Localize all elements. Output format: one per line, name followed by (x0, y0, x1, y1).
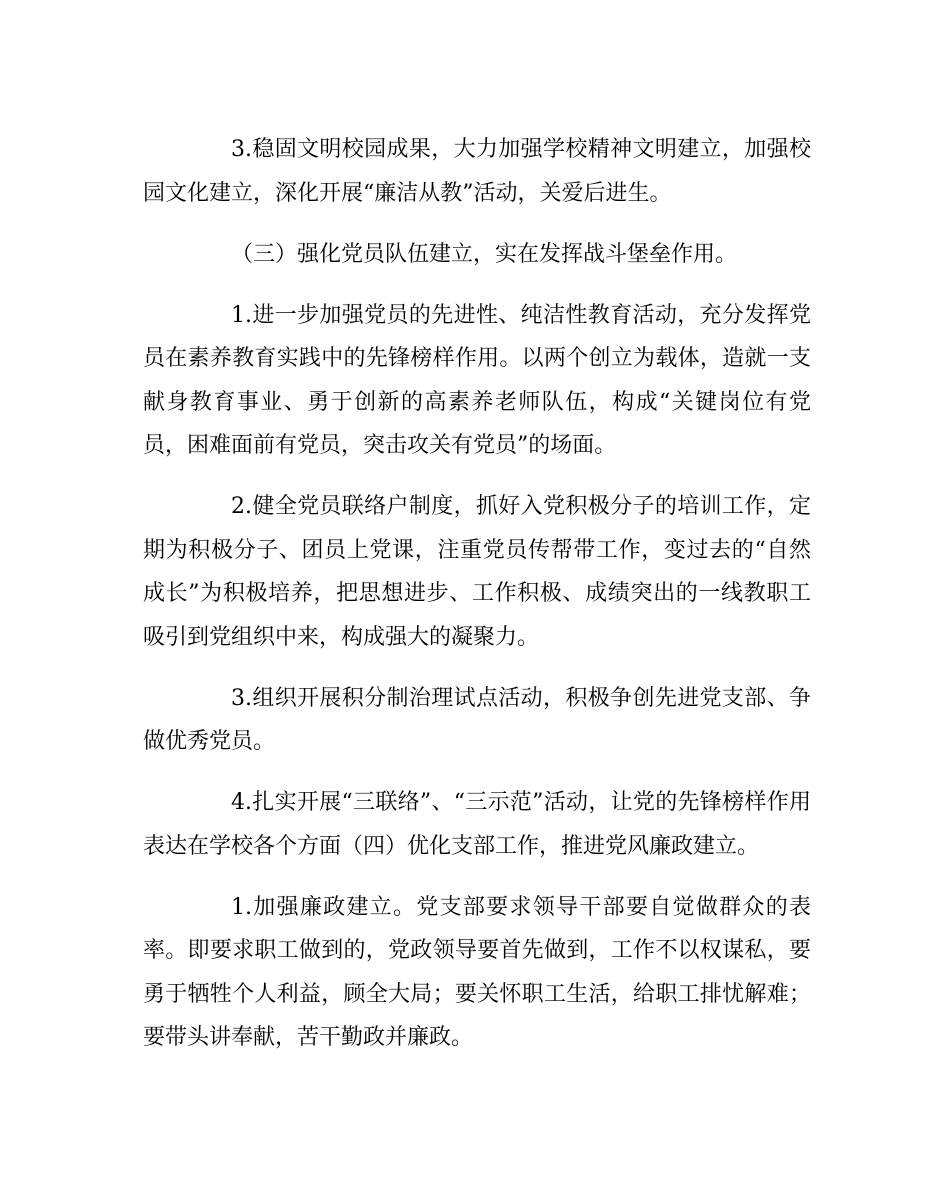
paragraph-4: 3.组织开展积分制治理试点活动，积极争创先进党支部、争做优秀党员。 (143, 685, 811, 754)
paragraph-2: 1.进一步加强党员的先进性、纯洁性教育活动，充分发挥党员在素养教育实践中的先锋榜样作用。以两个创立为载体，造就一支献身教育事业、勇于创新的高素养老师队伍，构成“关键岗位有党员，困难面前有党员，突击攻关有党员”的场面。 (143, 302, 811, 458)
paragraph-1: 3.稳固文明校园成果，大力加强学校精神文明建立，加强校园文化建立，深化开展“廉洁从教”活动，关爱后进生。 (143, 137, 811, 206)
paragraph-3: 2.健全党员联络户制度，抓好入党积极分子的培训工作，定期为积极分子、团员上党课，注重党员传帮带工作，变过去的“自然成长”为积极培养，把思想进步、工作积极、成绩突出的一线教职工吸引到党组织中来，构成强大的凝聚力。 (143, 494, 811, 650)
section-heading-3: （三）强化党员队伍建立，实在发挥战斗堡垒作用。 (231, 241, 738, 267)
paragraph-6: 1.加强廉政建立。党支部要求领导干部要自觉做群众的表率。即要求职工做到的，党政领导要首先做到，工作不以权谋私，要勇于牺牲个人利益，顾全大局；要关怀职工生活，给职工排忧解难；要带头讲奉献，苦干勤政并廉政。 (143, 894, 811, 1050)
paragraph-5: 4.扎实开展“三联络”、“三示范”活动，让党的先锋榜样作用表达在学校各个方面（四）优化支部工作，推进党风廉政建立。 (143, 790, 811, 859)
document-body (143, 128, 811, 1077)
